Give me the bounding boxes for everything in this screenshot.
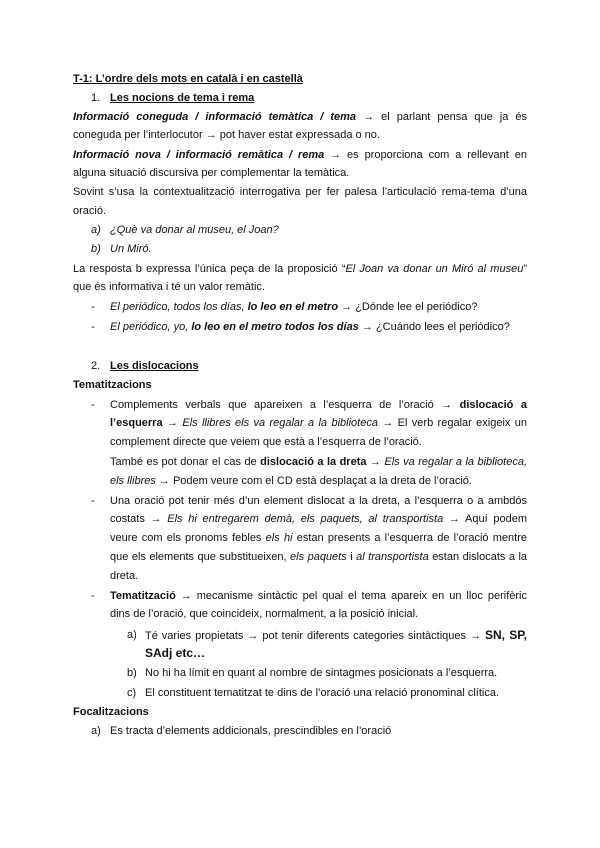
term-dislocacio-esquerra: dislocació a	[459, 399, 527, 411]
paragraph-response-line-2: que és informativa i té un valor remàtic.	[73, 281, 265, 293]
example-llibres: Els llibres els va regalar a la biblioteca	[182, 417, 378, 429]
bullet-2-line-2	[110, 512, 527, 526]
bullet-3-definition: → mecanisme sintàctic pel qual el tema apareix en un lloc perifèric	[175, 590, 527, 602]
sublist-a-line-2: SAdj etc…	[145, 646, 206, 660]
question-a-text: ¿Què va donar al museu, el Joan?	[110, 224, 279, 236]
paragraph-tema-text: → el parlant pensa que ja és	[356, 111, 528, 123]
arrow-text: →	[366, 456, 385, 468]
arrow-text: →	[162, 417, 183, 429]
example-dash-1	[110, 300, 477, 314]
sublist-c-text: El constituent tematitzat te dins de l’oració una relació pronominal clítica.	[145, 687, 500, 699]
bullet-1-also: També es pot donar el cas de	[110, 456, 261, 468]
term-dislocacio-dreta: dislocació a la dreta	[260, 456, 367, 468]
bullet-1-text: Complements verbals que apareixen a l’esquerra de l’oració →	[110, 399, 460, 411]
section-2-number: 2.	[91, 360, 101, 372]
subheading-focalitzacions: Focalitzacions	[73, 706, 149, 718]
conjunction-i: i	[346, 551, 357, 563]
example-els-llibres: els llibres	[110, 475, 156, 487]
example-2-italic: El periódico, yo,	[110, 321, 192, 333]
example-regalar: Els va regalar a la biblioteca,	[384, 456, 527, 468]
bullet-1-line-4	[110, 455, 527, 469]
response-example: El Joan va donar un Miró al museu	[345, 263, 524, 275]
dash-marker: -	[91, 495, 95, 507]
paragraph-tema-line-2: coneguda per l’interlocutor → pot haver estat expressada o no.	[73, 129, 380, 141]
answer-b-text: Un Miró.	[110, 243, 152, 255]
sublist-a-label: a)	[127, 629, 137, 641]
bullet-1-line-1	[110, 398, 527, 412]
term-tematitzacio: Tematització	[110, 590, 176, 602]
subheading-tematitzacions: Tematitzacions	[73, 379, 152, 391]
bullet-2-line-1: Una oració pot tenir més d’un element dislocat a la dreta, a l’esquerra o a ambdós	[110, 495, 527, 507]
bullet-1-line-2	[110, 416, 527, 430]
pronoun-els: els	[265, 532, 280, 544]
dash-marker: -	[91, 399, 95, 411]
sublist-c-label: c)	[127, 687, 137, 699]
bullet-2-pronoms: veure com els pronoms febles	[110, 532, 266, 544]
paragraph-context-line-2: oració.	[73, 205, 107, 217]
bullet-1-line-3: complement directe que veiem que està a l’esquerra de l’oració.	[110, 436, 422, 448]
paragraph-rema-line-2: alguna situació discursiva per complementar la temàtica.	[73, 167, 350, 179]
answer-b-label: b)	[91, 243, 101, 255]
example-els-paquets: els paquets	[290, 551, 347, 563]
example-entregarem: Els hi entregarem demà, els paquets, al transportista	[167, 513, 444, 525]
dash-marker: -	[91, 321, 95, 333]
dash-marker: -	[91, 590, 95, 602]
response-text-pre: La resposta b expressa l’única peça de la proposició “	[73, 263, 346, 275]
bullet-2-line-4	[110, 550, 527, 564]
bullet-2-line-3	[110, 531, 527, 545]
dash-marker: -	[91, 301, 95, 313]
bullet-1-explanation: → El verb regalar exigeix un	[377, 417, 527, 429]
paragraph-rema-line-1	[73, 148, 527, 162]
example-dash-2	[110, 320, 510, 334]
bullet-3-line-1	[110, 589, 527, 603]
section-2-heading: Les dislocacions	[110, 360, 199, 372]
bullet-1-line-5	[110, 474, 472, 488]
focal-a-label: a)	[91, 725, 101, 737]
paragraph-tema-line-1	[73, 110, 527, 124]
example-2-bold: lo leo en el metro todos los días	[191, 321, 359, 333]
bullet-2-presents: estan presents a l’esquerra de l’oració mentre	[292, 532, 527, 544]
question-a-label: a)	[91, 224, 101, 236]
example-1-italic: El periódico, todos los días,	[110, 301, 248, 313]
term-rema: Informació nova / informació remàtica / rema	[73, 149, 325, 161]
sublist-b-text: No hi ha límit en quant al nombre de sintagmes posicionats a l’esquerra.	[145, 667, 498, 679]
section-1-number: 1.	[91, 92, 101, 104]
bullet-2-line-5: dreta.	[110, 570, 139, 582]
sublist-a-line-1	[145, 628, 527, 643]
bullet-2-dislocats: estan dislocats a la	[428, 551, 528, 563]
paragraph-response-line-1	[73, 262, 527, 276]
pronoun-hi: hi	[283, 532, 293, 544]
sublist-b-label: b)	[127, 667, 137, 679]
term-tema: Informació coneguda / informació temàtica / tema	[73, 111, 357, 123]
bullet-2-aqui: → Aquí podem	[443, 513, 527, 525]
sublist-a-categories: SN, SP,	[484, 628, 527, 642]
bullet-2-costats: costats →	[110, 513, 168, 525]
sublist-a-text: Té varies propietats → pot tenir diferents categories sintàctiques →	[145, 630, 485, 642]
document-title: T-1: L’ordre dels mots en català i en castellà	[73, 73, 303, 85]
paragraph-rema-text: → es proporciona com a rellevant en	[324, 149, 527, 161]
example-1-bold: lo leo en el metro	[247, 301, 339, 313]
example-al-transportista: al transportista	[356, 551, 429, 563]
section-1-heading: Les nocions de tema i rema	[110, 92, 255, 104]
term-esquerra: l’esquerra	[110, 417, 163, 429]
response-quote-close: ”	[523, 263, 527, 275]
paragraph-context-line-1: Sovint s’usa la contextualització interrogativa per fer palesa l’articulació rema-tema d’una	[73, 186, 527, 198]
bullet-3-line-2: dins de l’oració, que coincideix, normalment, a la posició inicial.	[110, 608, 419, 620]
focal-a-text: Es tracta d’elements addicionals, prescindibles en l’oració	[110, 725, 392, 737]
example-1-question: → ¿Dónde lee el periódico?	[338, 301, 478, 313]
example-2-question: → ¿Cuándo lees el periódico?	[358, 321, 510, 333]
bullet-1-cd: → Podem veure com el CD està desplaçat a la dreta de l’oració.	[155, 475, 472, 487]
bullet-2-substitueixen: que els elements que substitueixen,	[110, 551, 291, 563]
